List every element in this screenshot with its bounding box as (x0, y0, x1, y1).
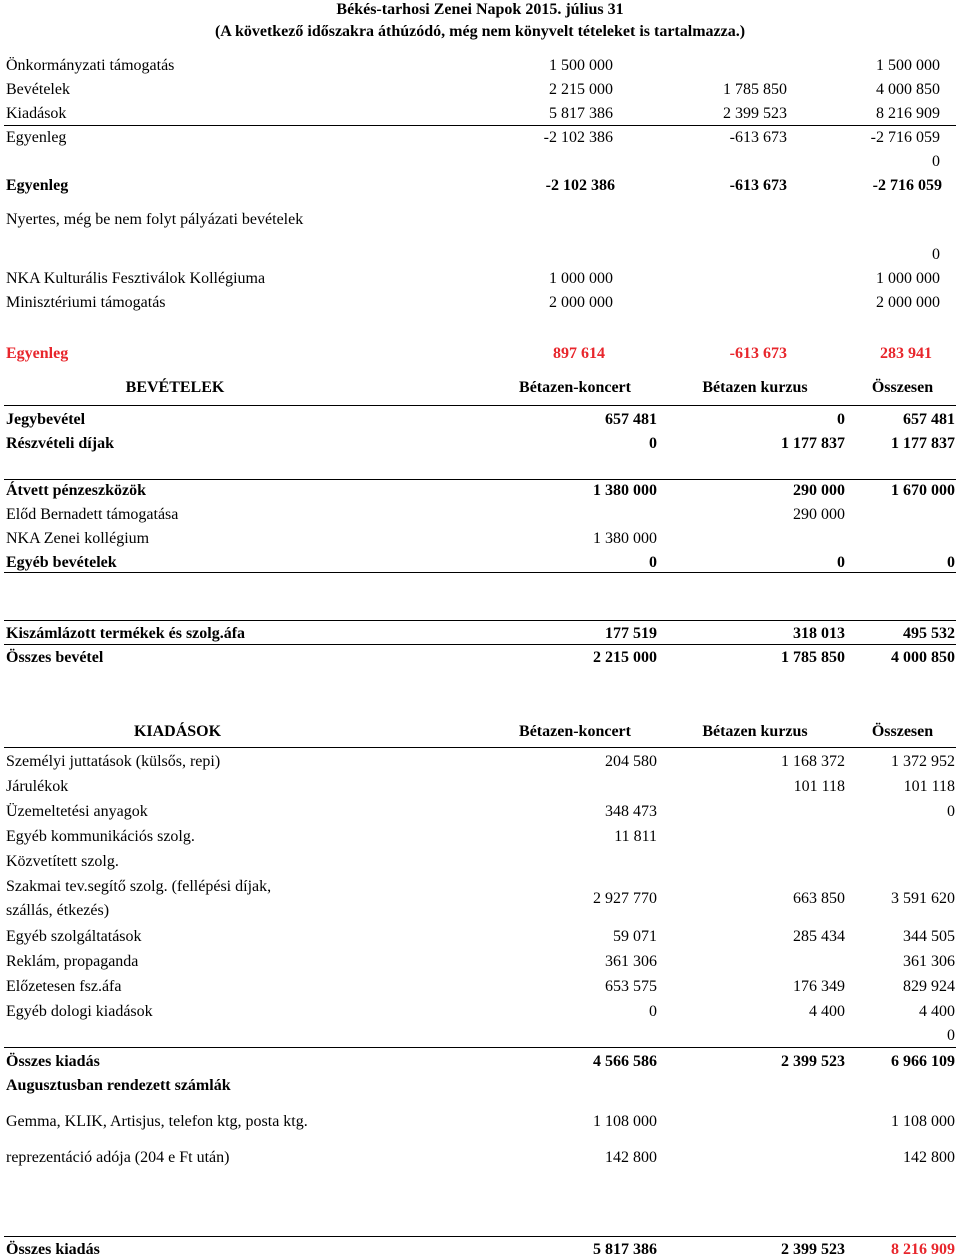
row-label-szakmai-2: szállás, étkezés) (6, 902, 110, 919)
page-title: Békés-tarhosi Zenei Napok 2015. július 31 (336, 1, 624, 18)
row-label-reprezentacio: reprezentáció adója (204 e Ft után) (6, 1149, 230, 1166)
row-label-egyeb-szolg: Egyéb szolgáltatások (6, 928, 142, 945)
cell-egyenleg1-a: -2 102 386 (543, 129, 613, 146)
cell-elozetes-c: 829 924 (903, 978, 955, 995)
cell-osszes-bevetel-a: 2 215 000 (593, 649, 657, 666)
cell-jegy-c: 657 481 (903, 411, 955, 428)
row-label-dologi: Egyéb dologi kiadások (6, 1003, 153, 1020)
row-label-miniszteriumi: Minisztériumi támogatás (6, 294, 166, 311)
cell-osszes-bevetel-c: 4 000 850 (891, 649, 955, 666)
cell-zero-1: 0 (932, 153, 940, 170)
cell-gemma-a: 1 108 000 (593, 1113, 657, 1130)
cell-szemelyi-b: 1 168 372 (781, 753, 845, 770)
cell-egyenleg3-c: 283 941 (880, 345, 932, 362)
cell-egyeb-b: 0 (837, 554, 845, 571)
cell-szakmai-b: 663 850 (793, 890, 845, 907)
cell-kiszamlazott-b: 318 013 (793, 625, 845, 642)
cell-kiszamlazott-a: 177 519 (605, 625, 657, 642)
cell-osszes-kiadas2-a: 5 817 386 (593, 1241, 657, 1258)
cell-szemelyi-c: 1 372 952 (891, 753, 955, 770)
cell-dologi-c: 4 400 (919, 1003, 955, 1020)
cell-osszes-kiadas-b: 2 399 523 (781, 1053, 845, 1070)
nyertes-label: Nyertes, még be nem folyt pályázati bevételek (6, 211, 304, 228)
row-label-osszes-kiadas: Összes kiadás (6, 1053, 100, 1070)
row-label-kozvetitett: Közvetített szolg. (6, 853, 119, 870)
cell-egyenleg3-a: 897 614 (553, 345, 605, 362)
expense-header-title: KIADÁSOK (133, 723, 222, 740)
cell-jarulekok-b: 101 118 (793, 778, 845, 795)
cell-kiszamlazott-c: 495 532 (903, 625, 955, 642)
cell-egyenleg3-b: -613 673 (729, 345, 787, 362)
expense-header-a: Bétazen-koncert (519, 723, 631, 740)
cell-jarulekok-c: 101 118 (903, 778, 955, 795)
cell-egyenleg1-b: -613 673 (729, 129, 787, 146)
row-label-reszveteli: Részvételi díjak (6, 435, 114, 452)
row-label-reklam: Reklám, propaganda (6, 953, 139, 970)
cell-bevetelek-a: 2 215 000 (549, 81, 613, 98)
cell-gemma-c: 1 108 000 (891, 1113, 955, 1130)
cell-jegy-a: 657 481 (605, 411, 657, 428)
row-label-kiadasok: Kiadások (6, 105, 67, 122)
cell-atvett-b: 290 000 (793, 482, 845, 499)
expense-header-c: Összesen (871, 723, 934, 740)
expense-header-b: Bétazen kurzus (702, 723, 808, 740)
cell-dologi-b: 4 400 (809, 1003, 845, 1020)
augusztus-label: Augusztusban rendezett számlák (6, 1077, 231, 1094)
cell-egyenleg2-a: -2 102 386 (545, 177, 615, 194)
row-label-egyenleg-1: Egyenleg (6, 129, 67, 146)
cell-szakmai-c: 3 591 620 (891, 890, 955, 907)
row-label-kommunikacios: Egyéb kommunikációs szolg. (6, 828, 195, 845)
cell-atvett-a: 1 380 000 (593, 482, 657, 499)
cell-egyenleg2-c: -2 716 059 (872, 177, 942, 194)
cell-zero-2: 0 (932, 246, 940, 263)
cell-egyenleg1-c: -2 716 059 (870, 129, 940, 146)
cell-egyeb-a: 0 (649, 554, 657, 571)
cell-reszveteli-c: 1 177 837 (891, 435, 955, 452)
divider (4, 620, 956, 621)
cell-reklam-a: 361 306 (605, 953, 657, 970)
row-label-nka: NKA Kulturális Fesztiválok Kollégiuma (6, 270, 266, 287)
divider (4, 1236, 956, 1237)
row-label-egyeb-bevetelek: Egyéb bevételek (6, 554, 117, 571)
cell-szemelyi-a: 204 580 (605, 753, 657, 770)
cell-bevetelek-b: 1 785 850 (723, 81, 787, 98)
row-label-egyenleg-2: Egyenleg (6, 177, 69, 194)
page-subtitle: (A következő időszakra áthúzódó, még nem könyvelt tételeket is tartalmazza.) (214, 23, 746, 40)
cell-osszes-kiadas2-b: 2 399 523 (781, 1241, 845, 1258)
row-label-onkormanyzati: Önkormányzati támogatás (6, 57, 175, 74)
row-label-jegybevetel: Jegybevétel (6, 411, 86, 428)
cell-bevetelek-c: 4 000 850 (876, 81, 940, 98)
cell-dologi-a: 0 (649, 1003, 657, 1020)
cell-kiadasok-a: 5 817 386 (549, 105, 613, 122)
income-header-title: BEVÉTELEK (125, 379, 225, 396)
divider (4, 1047, 956, 1048)
cell-zero-3: 0 (947, 1027, 955, 1044)
row-label-kiszamlazott: Kiszámlázott termékek és szolg.áfa (6, 625, 246, 642)
row-label-szakmai-1: Szakmai tev.segítő szolg. (fellépési díjak, (6, 878, 272, 895)
cell-elozetes-b: 176 349 (793, 978, 845, 995)
cell-elod-b: 290 000 (793, 506, 845, 523)
cell-osszes-bevetel-b: 1 785 850 (781, 649, 845, 666)
cell-elozetes-a: 653 575 (605, 978, 657, 995)
row-label-uzemeltetesi: Üzemeltetési anyagok (6, 803, 148, 820)
cell-atvett-c: 1 670 000 (891, 482, 955, 499)
row-label-elozetes: Előzetesen fsz.áfa (6, 978, 122, 995)
cell-nkazenei-a: 1 380 000 (593, 530, 657, 547)
row-label-osszes-bevetel: Összes bevétel (6, 649, 104, 666)
cell-onkormanyzati-a: 1 500 000 (549, 57, 613, 74)
row-label-egyenleg-3: Egyenleg (6, 345, 69, 362)
cell-kommunikacios-a: 11 811 (614, 828, 657, 845)
cell-uzemeltetesi-a: 348 473 (605, 803, 657, 820)
cell-egyebszolg-a: 59 071 (613, 928, 657, 945)
income-header-a: Bétazen-koncert (519, 379, 631, 396)
cell-uzemeltetesi-c: 0 (947, 803, 955, 820)
cell-osszes-kiadas-a: 4 566 586 (593, 1053, 657, 1070)
cell-onkormanyzati-c: 1 500 000 (876, 57, 940, 74)
cell-osszes-kiadas2-c: 8 216 909 (891, 1241, 955, 1258)
divider (4, 572, 956, 573)
cell-reszveteli-a: 0 (649, 435, 657, 452)
cell-miniszteriumi-c: 2 000 000 (876, 294, 940, 311)
cell-reprezentacio-c: 142 800 (903, 1149, 955, 1166)
cell-szakmai-a: 2 927 770 (593, 890, 657, 907)
row-label-szemelyi: Személyi juttatások (külsős, repi) (6, 753, 221, 770)
cell-egyeb-c: 0 (947, 554, 955, 571)
cell-miniszteriumi-a: 2 000 000 (549, 294, 613, 311)
income-header-b: Bétazen kurzus (702, 379, 808, 396)
cell-reklam-c: 361 306 (903, 953, 955, 970)
divider (4, 747, 956, 748)
divider (4, 125, 956, 126)
cell-jegy-b: 0 (837, 411, 845, 428)
cell-nka-c: 1 000 000 (876, 270, 940, 287)
cell-reprezentacio-a: 142 800 (605, 1149, 657, 1166)
cell-kiadasok-c: 8 216 909 (876, 105, 940, 122)
income-header-c: Összesen (871, 379, 934, 396)
cell-kiadasok-b: 2 399 523 (723, 105, 787, 122)
divider (4, 644, 956, 645)
row-label-osszes-kiadas-2: Összes kiadás (6, 1241, 100, 1258)
cell-osszes-kiadas-c: 6 966 109 (891, 1053, 955, 1070)
row-label-gemma: Gemma, KLIK, Artisjus, telefon ktg, posta ktg. (6, 1113, 308, 1130)
divider (4, 405, 956, 406)
row-label-atvett: Átvett pénzeszközök (6, 482, 146, 499)
row-label-nka-zenei: NKA Zenei kollégium (6, 530, 150, 547)
cell-egyebszolg-c: 344 505 (903, 928, 955, 945)
cell-nka-a: 1 000 000 (549, 270, 613, 287)
row-label-bevetelek: Bevételek (6, 81, 70, 98)
row-label-jarulekok: Járulékok (6, 778, 69, 795)
row-label-elod: Előd Bernadett támogatása (6, 506, 179, 523)
cell-reszveteli-b: 1 177 837 (781, 435, 845, 452)
cell-egyenleg2-b: -613 673 (729, 177, 787, 194)
cell-egyebszolg-b: 285 434 (793, 928, 845, 945)
divider (4, 479, 956, 480)
